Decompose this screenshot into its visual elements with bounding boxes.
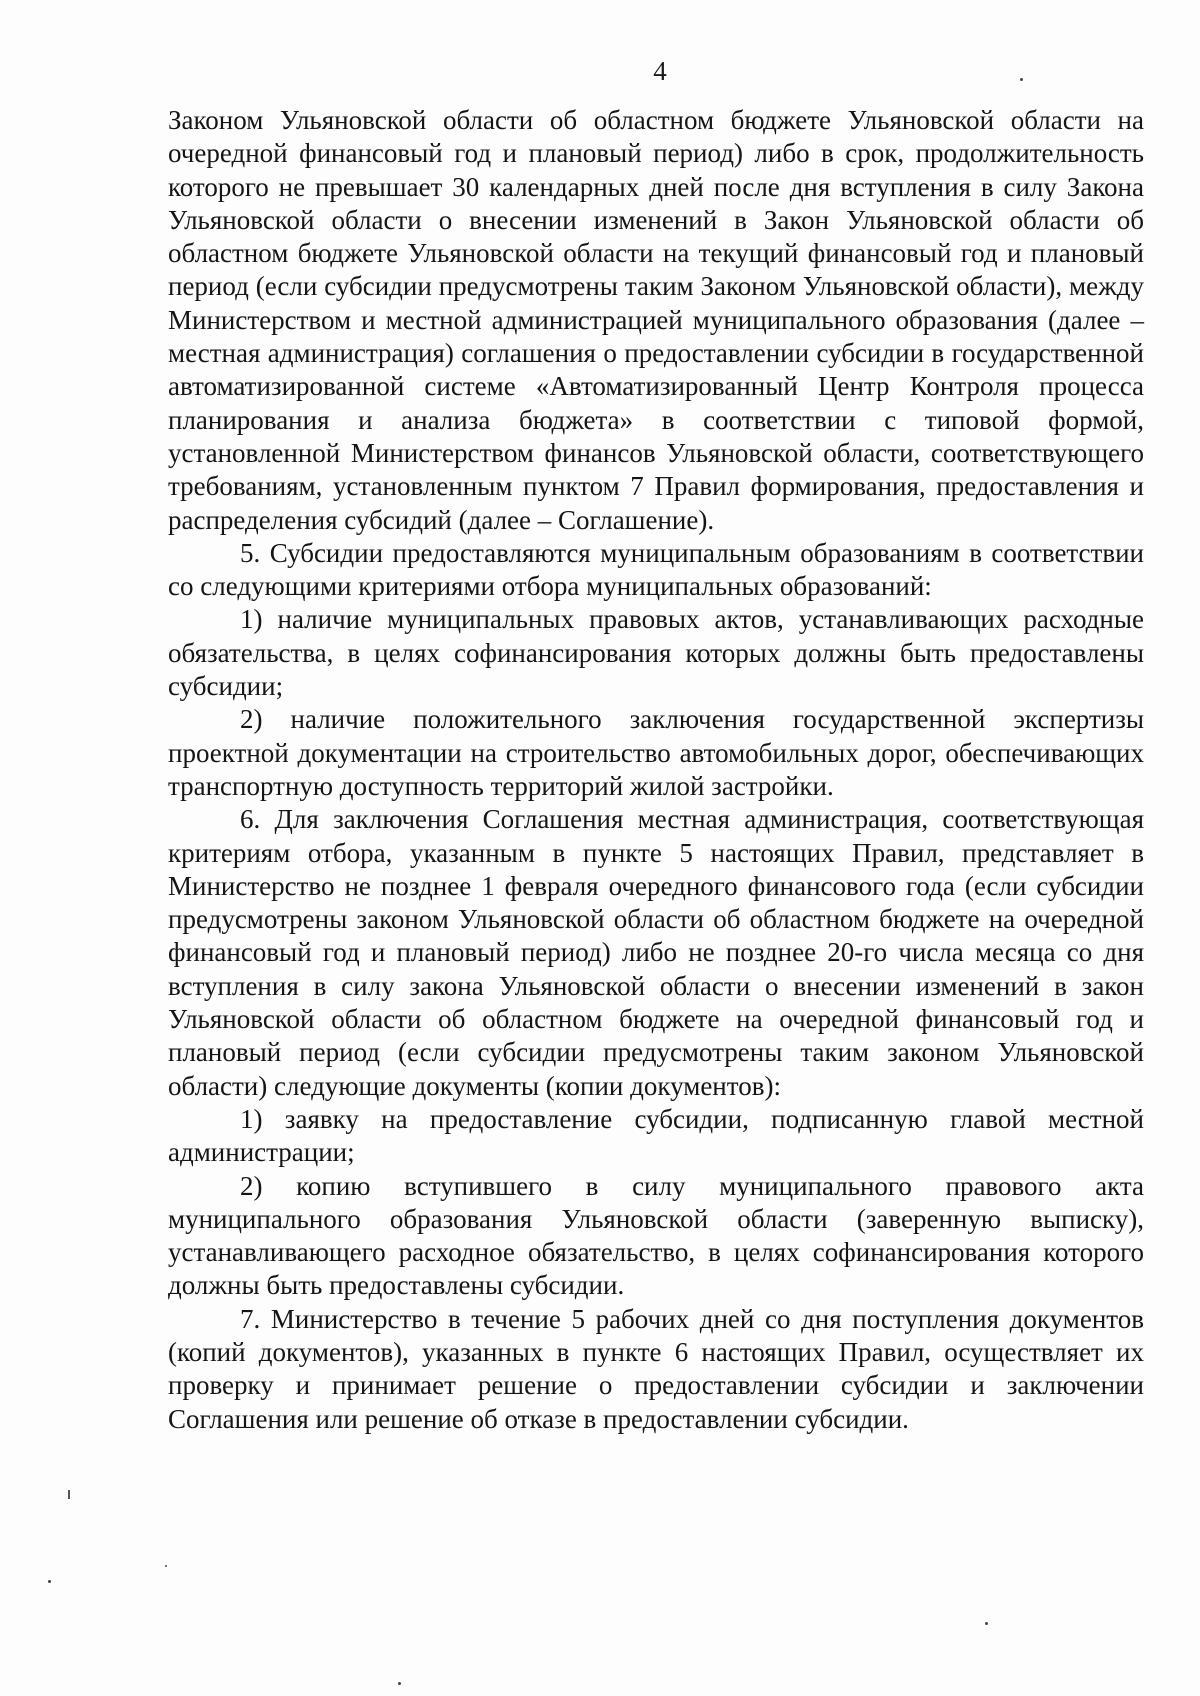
scan-speck [398, 1682, 401, 1685]
paragraph-item-6: 6. Для заключения Соглашения местная администрация, соответствующая критериям отбора, указанным в пункте 5 настоящих Правил, представляет в Министерство не позднее 1 февраля очередного финансового года (если субсидии предусмотрены законом Ульяновской области об областном бюджете на очередной финансовый год и плановый период) либо не позднее 20-го числа месяца со дня вступления в силу закона Ульяновской области о внесении изменений в закон Ульяновской области об областном бюджете на очередной финансовый год и плановый период (если субсидии предусмотрены таким законом Ульяновской области) следующие документы (копии документов): [168, 804, 1144, 1101]
paragraph-item-5: 5. Субсидии предоставляются муниципальным образованиям в соответствии со следующими критериями отбора муниципальных образований: [168, 537, 1144, 602]
paragraph-continuation: Законом Ульяновской области об областном бюджете Ульяновской области на очередной финансовый год и плановый период) либо в срок, продолжительность которого не превышает 30 календарных дней после дня вступления в силу Закона Ульяновской области о внесении изменений в Закон Ульяновской области об областном бюджете Ульяновской области на текущий финансовый год и плановый период (если субсидии предусмотрены таким Законом Ульяновской области), между Министерством и местной администрацией муниципального образования (далее – местная администрация) соглашения о предоставлении субсидии в государственной автоматизированной системе «Автоматизированный Центр Контроля процесса планирования и анализа бюджета» в соответствии с типовой формой, установленной Министерством финансов Ульяновской области, соответствующего требованиям, установленным пунктом 7 Правил формирования, предоставления и распределения субсидий (далее – Соглашение). [168, 105, 1144, 535]
scan-speck [1020, 78, 1023, 81]
paragraph-item-7: 7. Министерство в течение 5 рабочих дней со дня поступления документов (копий документов), указанных в пункте 6 настоящих Правил, осуществляет их проверку и принимает решение о предоставлении субсидии и заключении Соглашения или решение об отказе в предоставлении субсидии. [168, 1303, 1144, 1434]
paragraph-item-5-2: 2) наличие положительного заключения государственной экспертизы проектной документации на строительство автомобильных дорог, обеспечивающих транспортную доступность территорий жилой застройки. [168, 704, 1144, 801]
scan-speck [48, 1580, 51, 1583]
scan-speck [985, 1622, 988, 1625]
scan-speck [165, 1565, 167, 1567]
scan-mark [68, 1490, 70, 1499]
paragraph-item-6-1: 1) заявку на предоставление субсидии, подписанную главой местной администрации; [168, 1103, 1144, 1168]
paragraph-item-6-2: 2) копию вступившего в силу муниципального правового акта муниципального образования Ульяновской области (заверенную выписку), устанавливающего расходное обязательство, в целях софинансирования которого должны быть предоставлены субсидии. [168, 1170, 1144, 1301]
paragraph-item-5-1: 1) наличие муниципальных правовых актов, устанавливающих расходные обязательства, в целях софинансирования которых должны быть предоставлены субсидии; [168, 604, 1144, 702]
document-body [168, 104, 1144, 1436]
page-number: 4 [653, 56, 667, 86]
